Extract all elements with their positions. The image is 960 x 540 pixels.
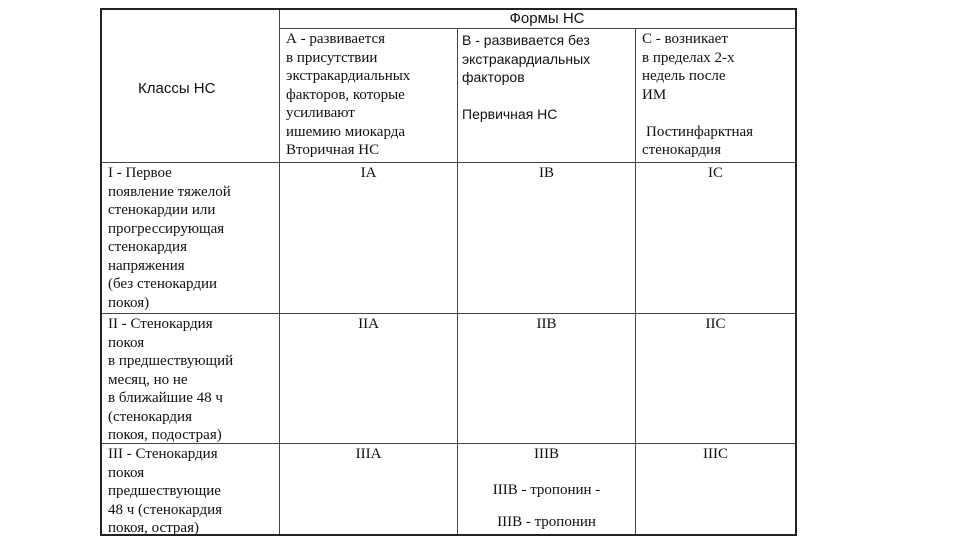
header-forms: Формы НС	[509, 10, 585, 27]
cell-ia: IA	[360, 165, 377, 181]
cell-iiib-troponin-negative: IIIB - тропонин -	[492, 482, 601, 498]
class-ii-description: II - Стенокардия покоя в предшествующий месяц, но не в ближайшие 48 ч (стенокардия покоя, подострая)	[108, 316, 234, 443]
cell-iiia: IIIA	[355, 446, 382, 462]
classification-table	[100, 8, 797, 536]
header-classes: Классы НС	[138, 80, 216, 97]
row-divider	[279, 28, 795, 29]
cell-iiic: IIIC	[703, 446, 728, 462]
cell-ic: IC	[708, 165, 723, 181]
class-iii-description: III - Стенокардия покоя предшествующие 48 ч (стенокардия покоя, острая)	[108, 446, 223, 536]
form-b-description: В - развивается без экстракардиальных факторов Первичная НС	[462, 32, 591, 122]
class-i-description: I - Первое появление тяжелой стенокардии или прогрессирующая стенокардия напряжения (без стенокардии покоя)	[108, 165, 231, 311]
row-divider	[102, 162, 795, 163]
cell-iiib: IIIB	[534, 446, 559, 462]
cell-iia: IIA	[358, 316, 379, 332]
cell-iic: IIC	[705, 316, 726, 332]
cell-iiib-troponin: IIIB - тропонин	[497, 514, 596, 530]
cell-ib: IB	[539, 165, 554, 181]
form-c-description: С - возникает в пределах 2-х недель после ИМ Постинфарктная стенокардия	[642, 31, 754, 158]
form-a-description: А - развивается в присутствии экстракардиальных факторов, которые усиливают ишемию миокарда Вторичная НС	[286, 31, 411, 158]
cell-iib: IIB	[536, 316, 557, 332]
row-divider	[102, 313, 795, 314]
